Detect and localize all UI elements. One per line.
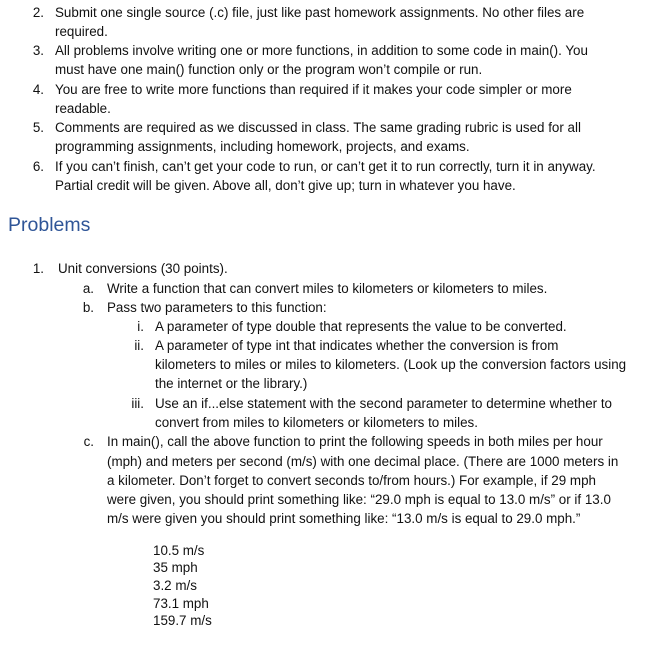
list-item-text: Submit one single source (.c) file, just like past homework assignments. No other files are — [55, 5, 585, 20]
subitem-text: In main(), call the above function to print the following speeds in both miles per hour — [107, 434, 603, 449]
list-item-text: Partial credit will be given. Above all, don’t give up; turn in whatever you have. — [55, 178, 516, 193]
list-item-text: must have one main() function only or the program won’t compile or run. — [55, 62, 483, 77]
roman-numeral: iii. — [131, 396, 144, 411]
list-item-text: If you can’t finish, can’t get your code to run, or can’t get it to run correctly, turn it in anyway. — [55, 159, 596, 174]
speed-value: 159.7 m/s — [153, 613, 212, 628]
subitem-text: Write a function that can convert miles to kilometers or kilometers to miles. — [107, 281, 548, 296]
subitem-letter: c. — [83, 434, 94, 449]
section-heading-problems: Problems — [8, 214, 91, 236]
list-number: 5. — [32, 120, 44, 135]
list-item-text: programming assignments, including homework, projects, and exams. — [55, 139, 470, 154]
list-item-text: Comments are required as we discussed in class. The same grading rubric is used for all — [55, 120, 581, 135]
subitem-text: Pass two parameters to this function: — [107, 300, 327, 315]
subitem-text: convert from miles to kilometers or kilometers to miles. — [155, 415, 478, 430]
subitem-text: A parameter of type double that represents the value to be converted. — [155, 319, 567, 334]
subitem-text: a kilometer. Don’t forget to convert seconds to/from hours.) For example, if 29 mph — [107, 473, 596, 488]
subitem-text: Use an if...else statement with the second parameter to determine whether to — [155, 396, 613, 411]
list-number: 3. — [32, 43, 44, 58]
speed-value: 10.5 m/s — [153, 543, 205, 558]
subitem-letter: b. — [82, 300, 94, 315]
list-number: 4. — [32, 82, 44, 97]
list-item-text: required. — [55, 24, 108, 39]
subitem-text: were given, you should print something like: “29.0 mph is equal to 13.0 m/s” or if 13.0 — [107, 492, 611, 507]
list-item-text: readable. — [55, 101, 111, 116]
subitem-text: A parameter of type int that indicates whether the conversion is from — [155, 338, 559, 353]
speed-value: 3.2 m/s — [153, 578, 197, 593]
speed-value: 35 mph — [153, 560, 198, 575]
roman-numeral: ii. — [134, 338, 144, 353]
list-item-text: You are free to write more functions than required if it makes your code simpler or more — [55, 82, 572, 97]
speed-value: 73.1 mph — [153, 596, 209, 611]
list-number: 6. — [32, 159, 44, 174]
roman-numeral: i. — [137, 319, 144, 334]
subitem-letter: a. — [82, 281, 94, 296]
problem-title: Unit conversions (30 points). — [58, 261, 228, 276]
list-item-text: All problems involve writing one or more functions, in addition to some code in main(). You — [55, 43, 588, 58]
subitem-text: kilometers to miles or miles to kilometers. (Look up the conversion factors using — [155, 357, 627, 372]
subitem-text: the internet or the library.) — [155, 376, 308, 391]
list-number: 2. — [32, 5, 44, 20]
problem-number: 1. — [32, 261, 44, 276]
subitem-text: m/s were given you should print something like: “13.0 m/s is equal to 29.0 mph.” — [107, 511, 581, 526]
subitem-text: (mph) and meters per second (m/s) with one decimal place. (There are 1000 meters in — [107, 454, 619, 469]
